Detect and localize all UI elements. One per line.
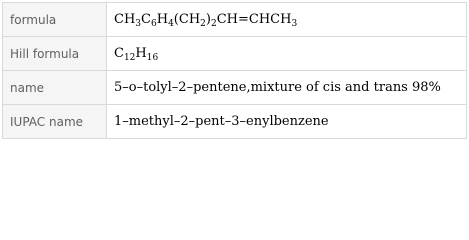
row-label-iupac-name: IUPAC name (3, 105, 107, 139)
formula-text: H (135, 46, 147, 61)
table-row-name (3, 71, 467, 105)
formula-subscript: 3 (291, 19, 298, 29)
formula-subscript: 4 (168, 19, 174, 29)
formula-text: CH=CHCH (216, 12, 292, 27)
formula-subscript: 2 (200, 19, 206, 29)
formula-value (107, 3, 467, 37)
row-label-name: name (3, 71, 107, 105)
formula-subscript: 6 (150, 19, 157, 29)
formula-text: H (156, 12, 169, 27)
row-label-hill-formula: Hill formula (3, 37, 107, 71)
formula-text: C (141, 12, 151, 27)
formula-subscript: 2 (210, 19, 217, 29)
formula-text: C (114, 46, 124, 61)
formula-subscript: 3 (135, 19, 142, 29)
formula-text: (CH (173, 12, 201, 27)
table-row-hill-formula (3, 37, 467, 71)
name-value: 5–o–tolyl–2–pentene,mixture of cis and trans 98% (107, 71, 467, 105)
row-label-formula: formula (3, 3, 107, 37)
formula-text: ) (205, 12, 211, 27)
properties-table (2, 2, 467, 139)
hill-formula-value (107, 37, 467, 71)
formula-subscript: 16 (146, 53, 159, 63)
formula-subscript: 12 (123, 53, 136, 63)
table-row-formula (3, 3, 467, 37)
table-row-iupac-name (3, 105, 467, 139)
iupac-name-value: 1–methyl–2–pent–3–enylbenzene (107, 105, 467, 139)
formula-text: CH (114, 12, 136, 27)
